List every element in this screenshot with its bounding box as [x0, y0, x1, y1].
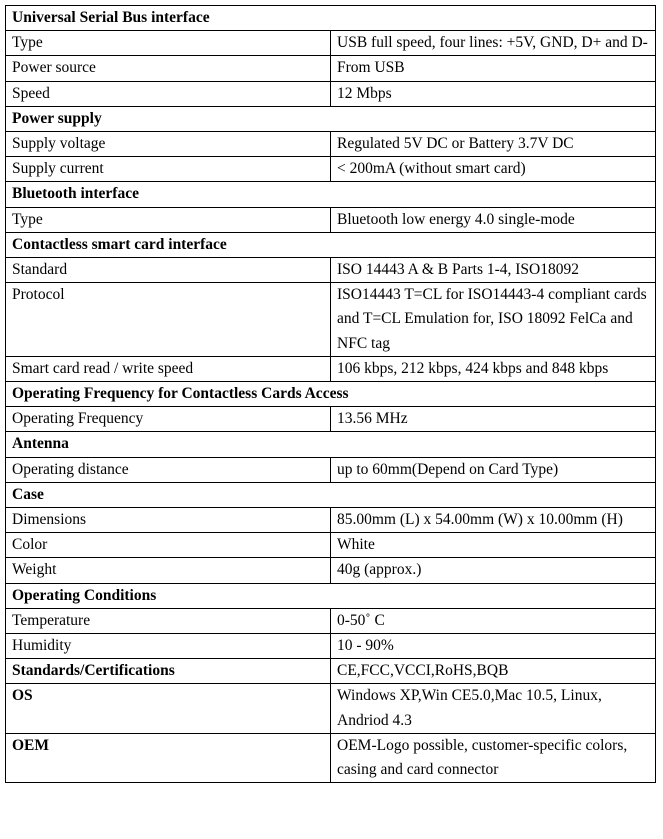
section-title: Power supply [6, 106, 656, 131]
spec-label: Standard [6, 258, 331, 283]
spec-label: Operating distance [6, 457, 331, 482]
spec-label: Type [6, 31, 331, 56]
table-row [6, 659, 656, 684]
section-title: Case [6, 482, 656, 507]
table-row [6, 457, 656, 482]
spec-value: up to 60mm(Depend on Card Type) [331, 457, 656, 482]
spec-value: 85.00mm (L) x 54.00mm (W) x 10.00mm (H) [331, 508, 656, 533]
spec-value: ISO 14443 A & B Parts 1-4, ISO18092 [331, 258, 656, 283]
spec-label: Type [6, 207, 331, 232]
spec-value: ISO14443 T=CL for ISO14443-4 compliant cards and T=CL Emulation for, ISO 18092 FelCa and NFC tag [331, 283, 656, 357]
section-header-row [6, 482, 656, 507]
spec-label: OEM [6, 733, 331, 782]
spec-label: Power source [6, 56, 331, 81]
spec-value: 0-50˚ C [331, 608, 656, 633]
table-row [6, 558, 656, 583]
spec-value: 40g (approx.) [331, 558, 656, 583]
spec-value: 12 Mbps [331, 81, 656, 106]
spec-label: Supply current [6, 157, 331, 182]
spec-label: OS [6, 684, 331, 733]
spec-value: < 200mA (without smart card) [331, 157, 656, 182]
spec-table-body [6, 6, 656, 783]
spec-value: From USB [331, 56, 656, 81]
table-row [6, 283, 656, 357]
section-header-row [6, 106, 656, 131]
spec-label: Smart card read / write speed [6, 356, 331, 381]
table-row [6, 533, 656, 558]
spec-label: Temperature [6, 608, 331, 633]
spec-value: Regulated 5V DC or Battery 3.7V DC [331, 132, 656, 157]
spec-label: Color [6, 533, 331, 558]
spec-table [5, 5, 656, 783]
table-row [6, 684, 656, 733]
table-row [6, 81, 656, 106]
table-row [6, 508, 656, 533]
spec-value: Windows XP,Win CE5.0,Mac 10.5, Linux, Andriod 4.3 [331, 684, 656, 733]
spec-label: Weight [6, 558, 331, 583]
table-row [6, 132, 656, 157]
table-row [6, 258, 656, 283]
table-row [6, 608, 656, 633]
spec-value: Bluetooth low energy 4.0 single-mode [331, 207, 656, 232]
section-title: Bluetooth interface [6, 182, 656, 207]
table-row [6, 56, 656, 81]
spec-value: OEM-Logo possible, customer-specific colors, casing and card connector [331, 733, 656, 782]
section-title: Operating Frequency for Contactless Cards Access [6, 382, 656, 407]
spec-label: Speed [6, 81, 331, 106]
table-row [6, 157, 656, 182]
spec-label: Standards/Certifications [6, 659, 331, 684]
table-row [6, 634, 656, 659]
section-header-row [6, 232, 656, 257]
section-title: Operating Conditions [6, 583, 656, 608]
section-header-row [6, 583, 656, 608]
spec-value: USB full speed, four lines: +5V, GND, D+ and D- [331, 31, 656, 56]
spec-value: White [331, 533, 656, 558]
spec-label: Dimensions [6, 508, 331, 533]
section-title: Contactless smart card interface [6, 232, 656, 257]
spec-label: Supply voltage [6, 132, 331, 157]
section-header-row [6, 382, 656, 407]
section-header-row [6, 182, 656, 207]
section-title: Universal Serial Bus interface [6, 6, 656, 31]
table-row [6, 356, 656, 381]
table-row [6, 407, 656, 432]
spec-value: CE,FCC,VCCI,RoHS,BQB [331, 659, 656, 684]
spec-label: Protocol [6, 283, 331, 357]
section-header-row [6, 432, 656, 457]
table-row [6, 733, 656, 782]
spec-value: 10 - 90% [331, 634, 656, 659]
spec-label: Humidity [6, 634, 331, 659]
section-header-row [6, 6, 656, 31]
table-row [6, 207, 656, 232]
spec-label: Operating Frequency [6, 407, 331, 432]
table-row [6, 31, 656, 56]
section-title: Antenna [6, 432, 656, 457]
spec-value: 106 kbps, 212 kbps, 424 kbps and 848 kbps [331, 356, 656, 381]
spec-value: 13.56 MHz [331, 407, 656, 432]
